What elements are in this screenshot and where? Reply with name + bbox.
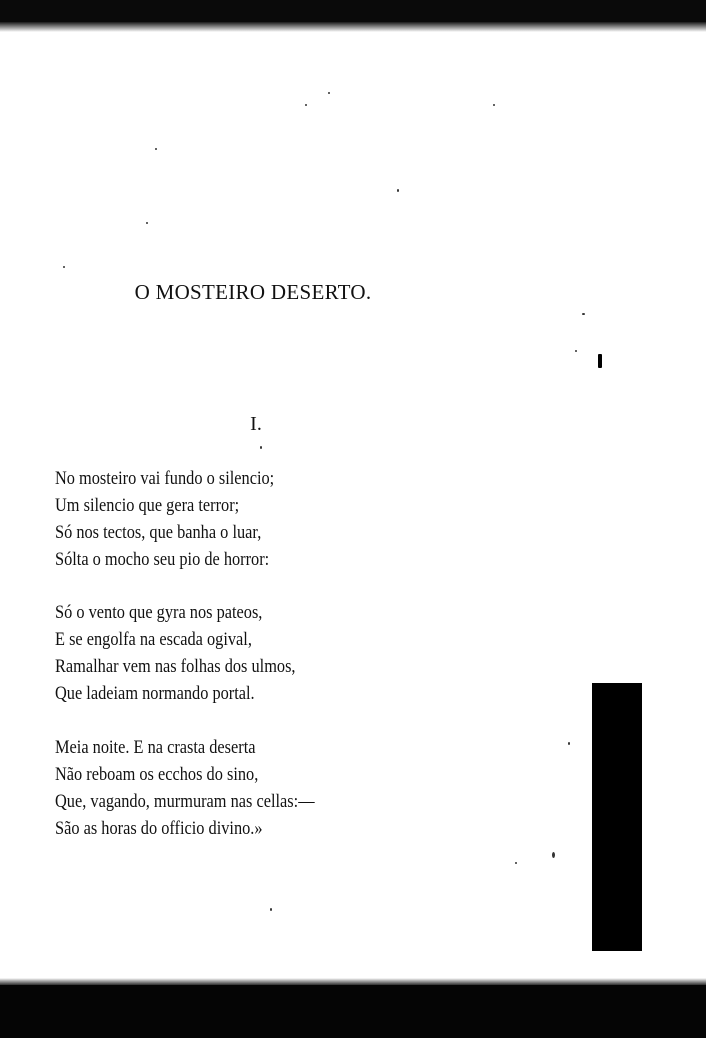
scan-speck: [305, 104, 307, 106]
scan-speck: [146, 222, 148, 224]
scan-speck: [63, 266, 65, 268]
scan-shadow-top: [0, 22, 706, 32]
stanza: [55, 734, 357, 842]
scan-artifact-bar: [592, 683, 642, 951]
scan-speck: [493, 104, 495, 106]
scan-speck: [575, 350, 577, 352]
scan-speck: [260, 446, 262, 449]
verse-line: Meia noite. E na crasta deserta: [55, 737, 256, 758]
section-number: I.: [250, 413, 262, 435]
scan-speck: [155, 148, 157, 150]
scan-speck: [397, 189, 399, 192]
scan-artifact-mark: [598, 354, 602, 368]
verse-line: Só nos tectos, que banha o luar,: [55, 522, 262, 543]
scan-speck: [568, 742, 570, 745]
poem-title: O MOSTEIRO DESERTO.: [134, 280, 372, 304]
verse-line: Um silencio que gera terror;: [55, 495, 240, 516]
verse-line: No mosteiro vai fundo o silencio;: [55, 468, 275, 489]
stanza: [55, 465, 310, 573]
scan-speck: [270, 908, 272, 911]
scan-border-top: [0, 0, 706, 22]
verse-line: Que ladeiam normando portal.: [55, 683, 255, 704]
stanza: [55, 599, 335, 707]
verse-line: Não reboam os ecchos do sino,: [55, 764, 259, 785]
verse-line: Só o vento que gyra nos pateos,: [55, 602, 263, 623]
verse-line: Que, vagando, murmuram nas cellas:—: [55, 791, 315, 812]
scan-speck: [328, 92, 330, 94]
verse-line: Ramalhar vem nas folhas dos ulmos,: [55, 656, 296, 677]
scan-border-bottom: [0, 985, 706, 1038]
verse-line: E se engolfa na escada ogival,: [55, 629, 252, 650]
scan-speck: [515, 862, 517, 864]
scan-speck: [552, 852, 555, 858]
verse-line: Sólta o mocho seu pio de horror:: [55, 549, 270, 570]
verse-line: São as horas do officio divino.»: [55, 818, 263, 839]
scan-speck: [582, 313, 585, 315]
